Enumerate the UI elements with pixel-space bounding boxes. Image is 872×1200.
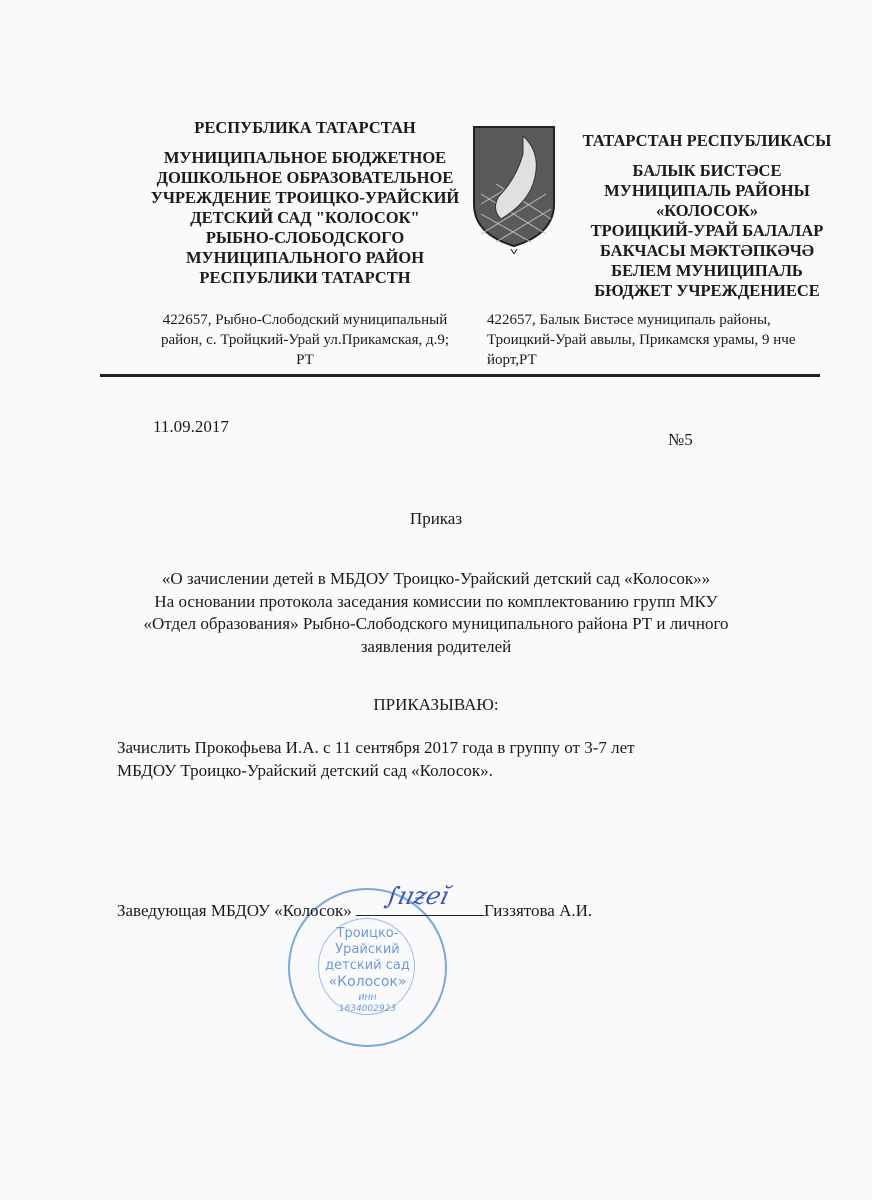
order-word: ПРИКАЗЫВАЮ:: [373, 695, 499, 714]
org-line: МУНИЦИПАЛЬ РАЙОНЫ: [604, 181, 810, 200]
org-line: РЕСПУБЛИКИ ТАТАРСТН: [199, 268, 411, 287]
order-line: МБДОУ Троицко-Урайский детский сад «Колосок».: [117, 760, 493, 780]
republic-name-tatar: ТАТАРСТАН РЕСПУБЛИКАСЫ: [582, 131, 832, 150]
document-date: 11.09.2017: [153, 417, 229, 436]
address-line: йорт,РТ: [487, 352, 537, 368]
org-line: РЫБНО-СЛОБОДСКОГО: [205, 228, 405, 247]
address-line: 422657, Рыбно-Слободский муниципальный: [162, 312, 448, 328]
header-right: [562, 131, 852, 301]
stamp-line: ИНН: [358, 993, 377, 1002]
org-line: БЮДЖЕТ УЧРЕЖДЕНИЕСЕ: [594, 281, 820, 300]
order-title: «О зачислении детей в МБДОУ Троицко-Урайский детский сад «Колосок»»: [161, 569, 711, 588]
stamp-line: детский сад: [325, 958, 410, 973]
org-line: БАКЧАСЫ МӘКТӘПКӘЧӘ: [599, 241, 814, 260]
basis-line: заявления родителей: [360, 636, 512, 656]
signature-block: [117, 882, 593, 923]
handwritten-signature: ∫ııƶeĭ: [382, 882, 453, 910]
signature-line: [356, 882, 484, 916]
order-text: [117, 737, 635, 782]
document-body: [60, 568, 812, 658]
coat-of-arms-emblem: [471, 124, 557, 254]
republic-name: РЕСПУБЛИКА ТАТАРСТАН: [194, 118, 416, 137]
address-left: [130, 310, 480, 370]
address-right: [487, 310, 857, 370]
document-type: Приказ: [409, 509, 463, 528]
org-line: ТРОИЦКИЙ-УРАЙ БАЛАЛАР: [590, 221, 824, 240]
org-line: «КОЛОСОК»: [655, 201, 759, 220]
org-line: МУНИЦИПАЛЬНОЕ БЮДЖЕТНОЕ: [163, 148, 447, 167]
org-line: ДОШКОЛЬНОЕ ОБРАЗОВАТЕЛЬНОЕ: [156, 168, 454, 187]
org-line: БАЛЫК БИСТӘСЕ: [632, 161, 782, 180]
signatory-name: Гиззятова А.И.: [484, 901, 593, 920]
stamp-line: Троицко-: [336, 926, 399, 941]
document-number: №5: [668, 430, 693, 449]
address-line: 422657, Балык Бистәсе муниципаль районы,: [487, 312, 771, 328]
header-divider: [100, 374, 820, 377]
org-line: УЧРЕЖДЕНИЕ ТРОИЦКО-УРАЙСКИЙ: [150, 188, 460, 207]
address-line: РТ: [296, 352, 314, 368]
basis-line: На основании протокола заседания комиссии по комплектованию групп МКУ: [154, 591, 718, 611]
header-left: [140, 118, 470, 288]
org-line: МУНИЦИПАЛЬНОГО РАЙОН: [185, 248, 425, 267]
address-line: Троицкий-Урай авылы, Прикамскя урамы, 9 нче: [487, 332, 796, 348]
org-line: БЕЛЕМ МУНИЦИПАЛЬ: [611, 261, 803, 280]
org-line: ДЕТСКИЙ САД "КОЛОСОК": [190, 208, 420, 227]
signatory-position: Заведующая МБДОУ «Колосок»: [117, 901, 352, 920]
stamp-line: Урайский: [335, 942, 400, 957]
address-line: район, с. Тройцкий-Урай ул.Прикамская, д.9;: [160, 332, 450, 348]
stamp-line: 1634002923: [338, 1004, 397, 1014]
basis-line: «Отдел образования» Рыбно-Слободского муниципального района РТ и личного: [143, 614, 729, 633]
order-line: Зачислить Прокофьева И.А. с 11 сентября 2017 года в группу от 3-7 лет: [117, 738, 635, 757]
stamp-line: «Колосок»: [328, 974, 407, 990]
